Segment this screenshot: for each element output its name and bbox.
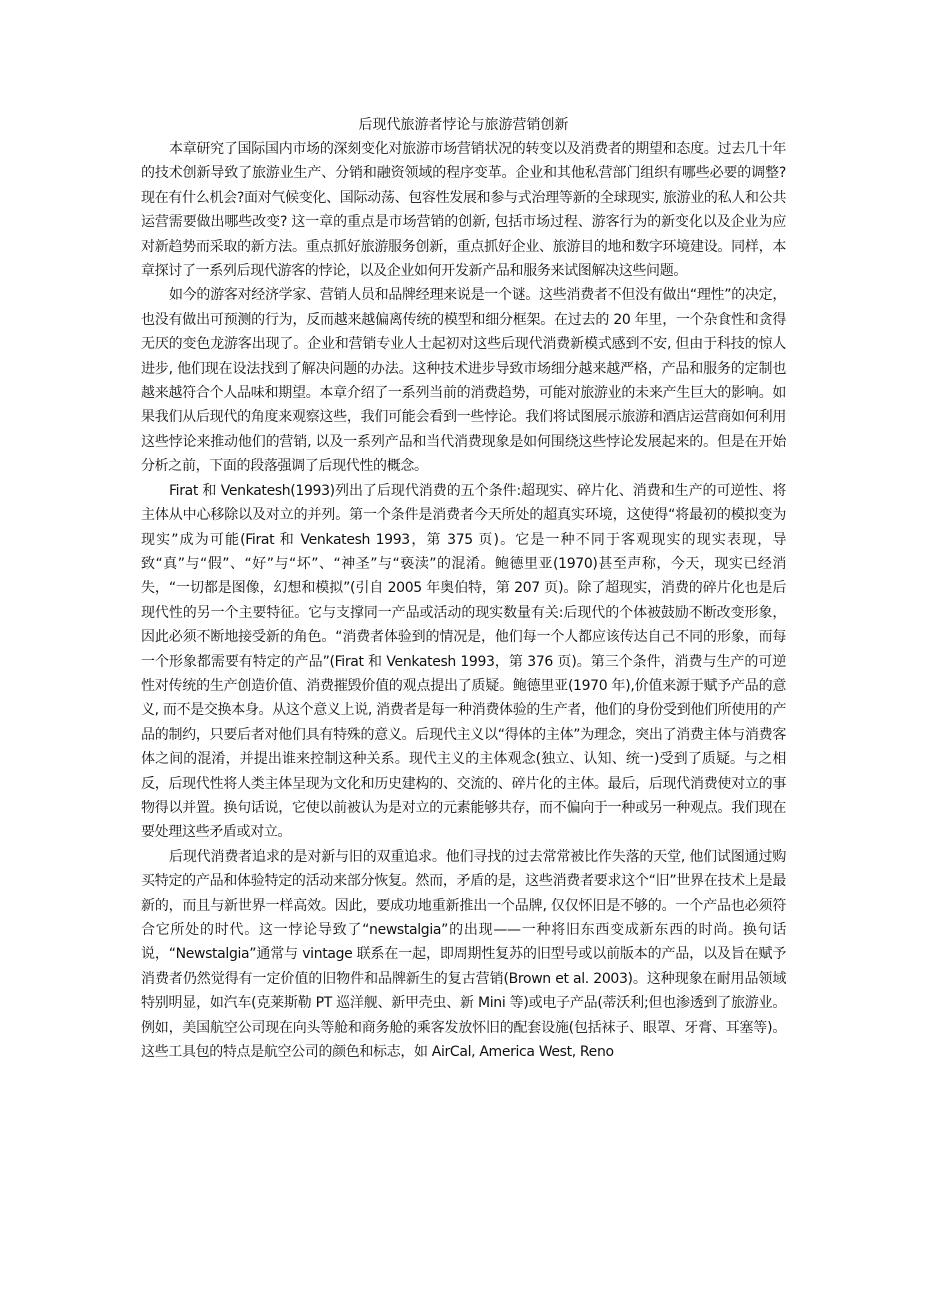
paragraph-3: Firat 和 Venkatesh(1993)列出了后现代消费的五个条件:超现实、碎片化、消费和生产的可逆性、将主体从中心移除以及对立的并列。第一个条件是消费者今天所处的超真实环境，这使得“将最初的模拟变为现实”成为可能(Firat 和 Venkatesh 1993，第 375 页)。它是一种不同于客观现实的现实表现，导致“真”与“假”、“好”与“坏”、“神圣”与“亵渎”的混淆。鲍德里亚(1970)甚至声称，今天，现实已经消失，“一切都是图像，幻想和模拟”(引自 2005 年奥伯特，第 207 页)。除了超现实，消费的碎片化也是后现代性的另一个主要特征。它与支撑同一产品或活动的现实数量有关:后现代的个体被鼓励不断改变形象，因此必须不断地接受新的角色。“消费者体验到的情况是，他们每一个人都应该传达自己不同的形象，而每一个形象都需要有特定的产品”(Firat 和 Venkatesh 1993，第 376 页)。第三个条件，消费与生产的可逆性对传统的生产创造价值、消费摧毁价值的观点提出了质疑。鲍德里亚(1970 年),价值来源于赋予产品的意义, 而不是交换本身。从这个意义上说, 消费者是每一种消费体验的生产者，他们的身份受到他们所使用的产品的制约，只要后者对他们具有特殊的意义。后现代主义以“得体的主体”为理念，突出了消费主体与消费客体之间的混淆，并提出谁来控制这种关系。现代主义的主体观念(独立、认知、统一)受到了质疑。与之相反，后现代性将人类主体呈现为文化和历史建构的、交流的、碎片化的主体。最后，后现代消费使对立的事物得以并置。换句话说，它使以前被认为是对立的元素能够共存，而不偏向于一种或另一种观点。我们现在要处理这些矛盾或对立。	[141, 482, 786, 841]
paragraph-1: 本章研究了国际国内市场的深刻变化对旅游市场营销状况的转变以及消费者的期望和态度。过去几十年的技术创新导致了旅游业生产、分销和融资领域的程序变革。企业和其他私营部门组织有哪些必要的调整?现在有什么机会?面对气候变化、国际动荡、包容性发展和参与式治理等新的全球现实, 旅游业的私人和公共运营需要做出哪些改变? 这一章的重点是市场营销的创新, 包括市场过程、游客行为的新变化以及企业为应对新趋势而采取的新方法。重点抓好旅游服务创新，重点抓好企业、旅游目的地和数字环境建设。同样，本章探讨了一系列后现代游客的悖论，以及企业如何开发新产品和服务来试图解决这些问题。	[141, 141, 786, 280]
paragraph-4: 后现代消费者追求的是对新与旧的双重追求。他们寻找的过去常常被比作失落的天堂, 他们试图通过购买特定的产品和体验特定的活动来部分恢复。然而，矛盾的是，这些消费者要求这个“旧”世界在技术上是最新的，而且与新世界一样高效。因此，要成功地重新推出一个品牌, 仅仅怀旧是不够的。一个产品也必须符合它所处的时代。这一悖论导致了“newstalgia”的出现——一种将旧东西变成新东西的时尚。换句话说，“Newstalgia”通常与 vintage 联系在一起，即周期性复苏的旧型号或以前版本的产品，以及旨在赋予消费者仍然觉得有一定价值的旧物件和品牌新生的复古营销(Brown et al. 2003)。这种现象在耐用品领域特别明显，如汽车(克莱斯勒 PT 巡洋舰、新甲壳虫、新 Mini 等)或电子产品(蒂沃利;但也渗透到了旅游业。例如，美国航空公司现在向头等舱和商务舱的乘客发放怀旧的配套设施(包括袜子、眼罩、牙膏、耳塞等)。这些工具包的特点是航空公司的颜色和标志，如 AirCal, America West, Reno	[141, 848, 786, 1061]
paragraph-2: 如今的游客对经济学家、营销人员和品牌经理来说是一个谜。这些消费者不但没有做出“理性”的决定，也没有做出可预测的行为，反而越来越偏离传统的模型和细分框架。在过去的 20 年里，一个杂食性和贪得无厌的变色龙游客出现了。企业和营销专业人士起初对这些后现代消费新模式感到不安, 但由于科技的惊人进步, 他们现在设法找到了解决问题的办法。这种技术进步导致市场细分越来越严格，产品和服务的定制也越来越符合个人品味和期望。本章介绍了一系列当前的消费趋势，可能对旅游业的未来产生巨大的影响。如果我们从后现代的角度来观察这些，我们可能会看到一些悖论。我们将试图展示旅游和酒店运营商如何利用这些悖论来推动他们的营销, 以及一系列产品和当代消费现象是如何围绕这些悖论发展起来的。但是在开始分析之前，下面的段落强调了后现代性的概念。	[141, 287, 786, 475]
document-body	[141, 114, 786, 1064]
document-title: 后现代旅游者悖论与旅游营销创新	[358, 117, 569, 133]
